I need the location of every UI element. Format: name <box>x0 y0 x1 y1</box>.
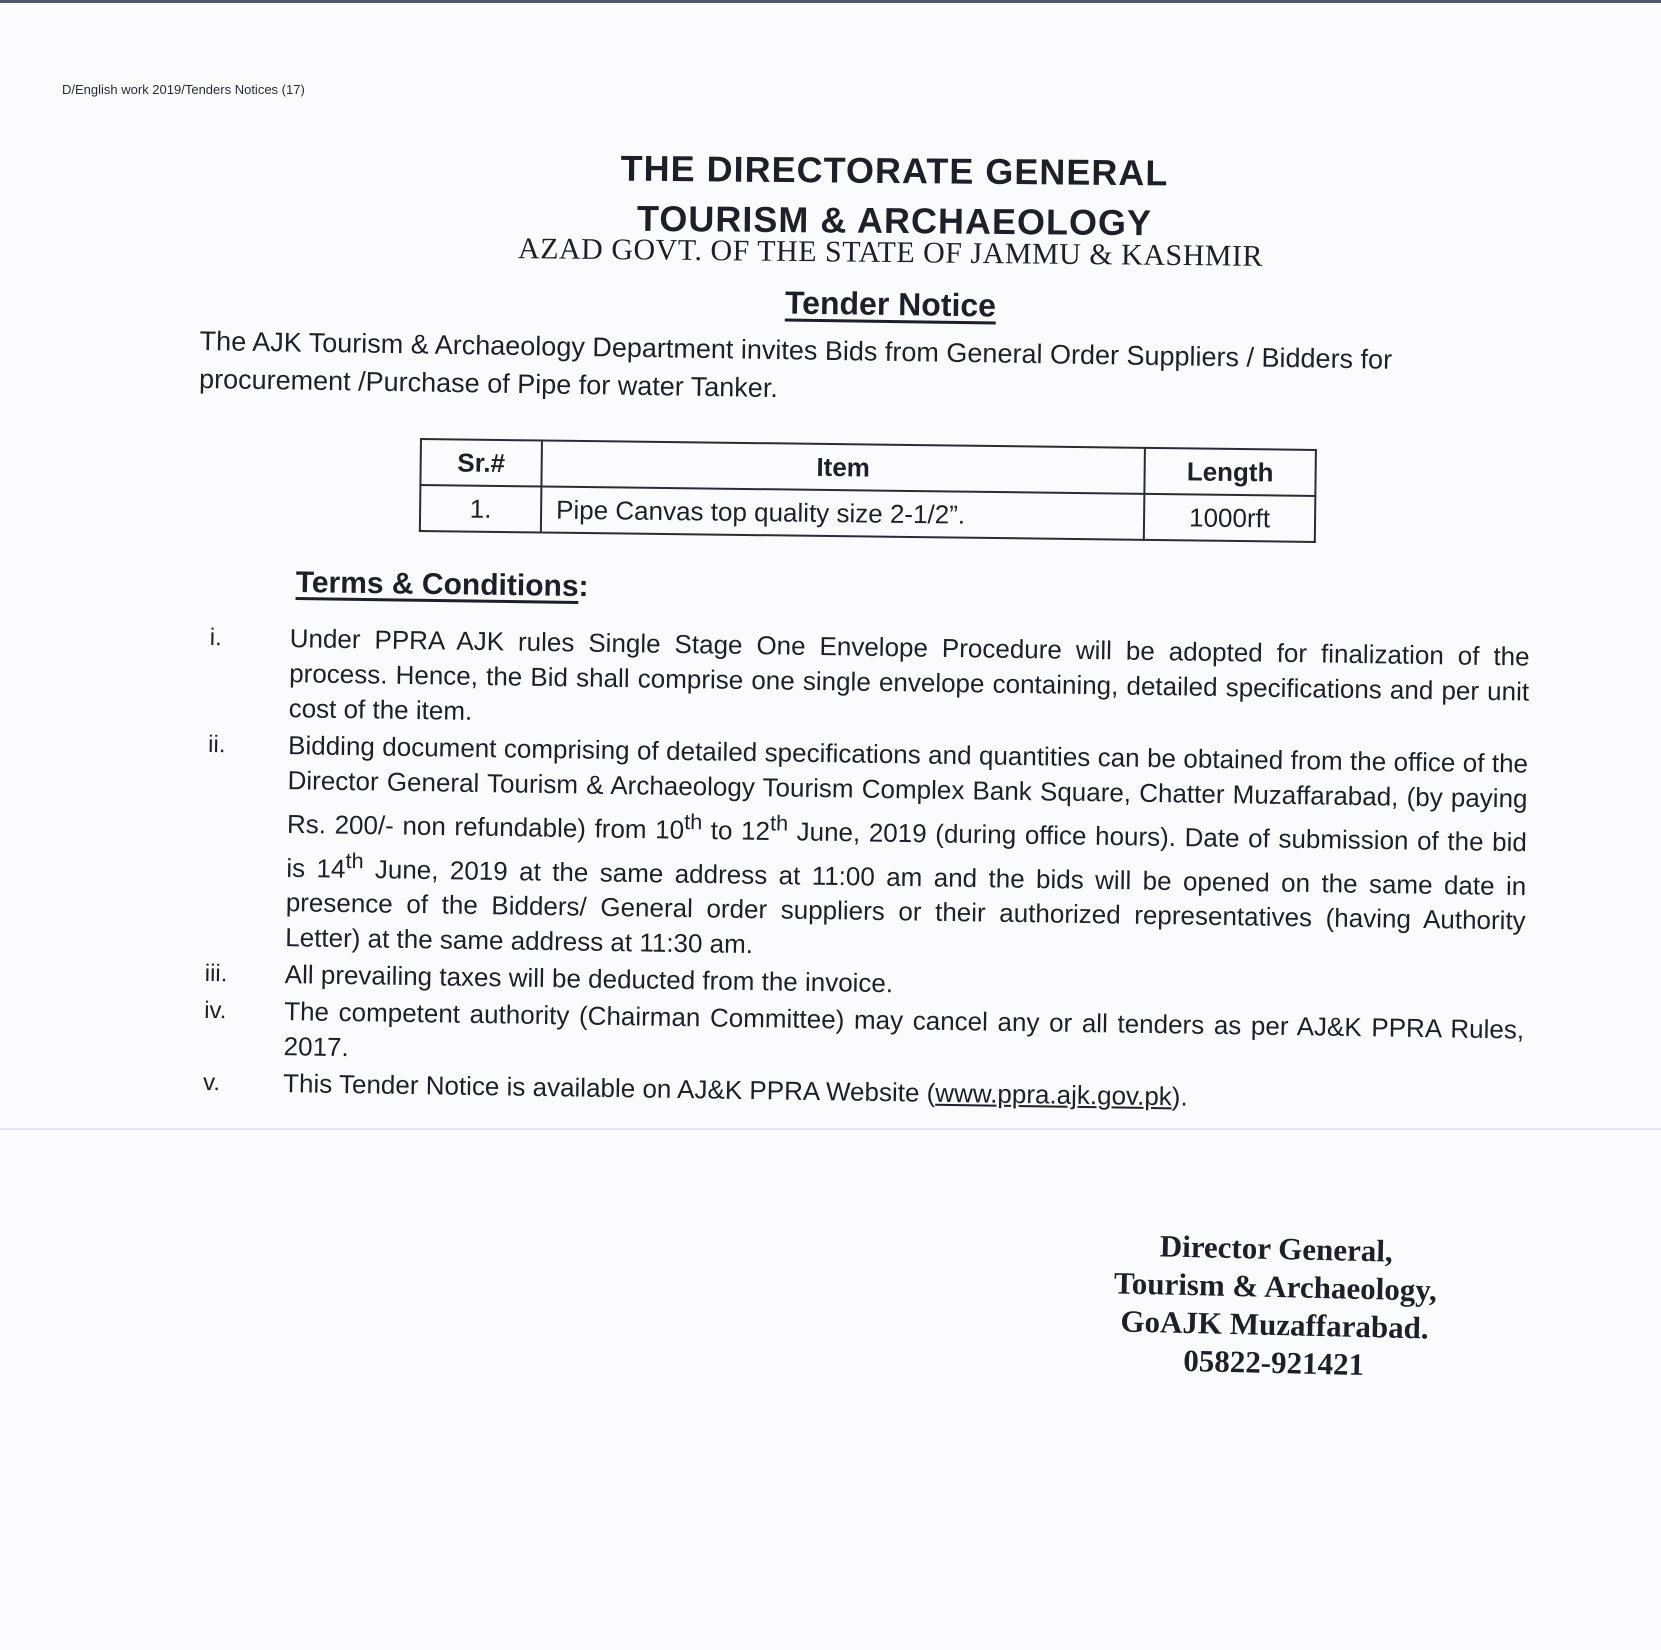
header-line-tourism: TOURISM & ARCHAEOLOGY <box>636 197 1153 244</box>
cell-length: 1000rft <box>1144 494 1316 542</box>
term-number: iii. <box>204 960 228 988</box>
file-path-label: D/English work 2019/Tenders Notices (17) <box>62 82 305 97</box>
cell-item: Pipe Canvas top quality size 2-1/2”. <box>541 486 1145 539</box>
cell-sr: 1. <box>420 485 542 532</box>
ordinal-suffix: th <box>684 809 703 835</box>
terms-heading-text: Terms & Conditions <box>295 566 579 603</box>
term-text: The competent authority (Chairman Committee) may cancel any or all tenders as per AJ&K PPRA Rules, 2017. <box>283 996 1525 1063</box>
terms-list <box>203 620 1530 1122</box>
signature-location: GoAJK Muzaffarabad. <box>1120 1303 1430 1346</box>
list-item <box>208 620 1529 745</box>
items-table <box>419 438 1317 543</box>
term-number: v. <box>202 1069 221 1097</box>
signature-department: Tourism & Archaeology, <box>1113 1265 1438 1308</box>
intro-paragraph: The AJK Tourism & Archaeology Department invites Bids from General Order Suppliers / Bidders for procurement /Purchase of Pipe for water Tanker. <box>198 325 1393 404</box>
column-header-sr: Sr.# <box>420 439 542 486</box>
term-text <box>285 728 1528 974</box>
signature-block <box>1088 1226 1461 1386</box>
list-item <box>205 727 1528 974</box>
table-row <box>420 485 1315 542</box>
term-text-part: to 12 <box>701 814 771 846</box>
page-top-edge <box>0 0 1661 3</box>
terms-heading <box>296 566 589 604</box>
paper-fold-line <box>0 1128 1661 1130</box>
term-text-part: This Tender Notice is available on AJ&K PPRA Website ( <box>282 1068 936 1109</box>
header-line-directorate: THE DIRECTORATE GENERAL <box>620 147 1169 194</box>
term-text-part: Bidding document comprising of detailed specifications and quantities can be obtained from the office of the Director General Tourism & Archaeology Tourism Complex Bank Square, Chatter Muzaffarabad, (by paying Rs. 200/- non refundable) from 10 <box>286 730 1529 845</box>
term-text-part: ). <box>1171 1081 1188 1112</box>
term-text: All prevailing taxes will be deducted from the invoice. <box>284 959 894 999</box>
term-number: iv. <box>204 997 227 1025</box>
header-line-govt: AZAD GOVT. OF THE STATE OF JAMMU & KASHMIR <box>517 232 1264 273</box>
signature-phone: 05822-921421 <box>1182 1342 1365 1383</box>
column-header-length: Length <box>1144 448 1316 496</box>
signature-title: Director General, <box>1159 1228 1394 1269</box>
ordinal-suffix: th <box>345 847 364 873</box>
term-text-part: June, 2019 (during office hours). Date of submission of the bid is 14 <box>286 816 1528 884</box>
page-title: Tender Notice <box>784 284 997 324</box>
term-number: ii. <box>207 730 226 759</box>
column-header-item: Item <box>541 440 1145 493</box>
term-text-part: June, 2019 at the same address at 11:00 am and the bids will be opened on the same date in presence of the Bidders/ General order suppliers or their authorized representatives (having Authority Letter) at the same address at 11:30 am. <box>285 853 1527 960</box>
terms-heading-colon: : <box>578 569 589 604</box>
term-text: Under PPRA AJK rules Single Stage One Envelope Procedure will be adopted for finalization of the process. Hence, the Bid shall comprise one single envelope containing, detailed specifications and per unit cost of the item. <box>288 623 1530 726</box>
ordinal-suffix: th <box>769 810 789 836</box>
term-number: i. <box>209 623 222 652</box>
ppra-website-link[interactable]: www.ppra.ajk.gov.pk <box>935 1078 1173 1112</box>
